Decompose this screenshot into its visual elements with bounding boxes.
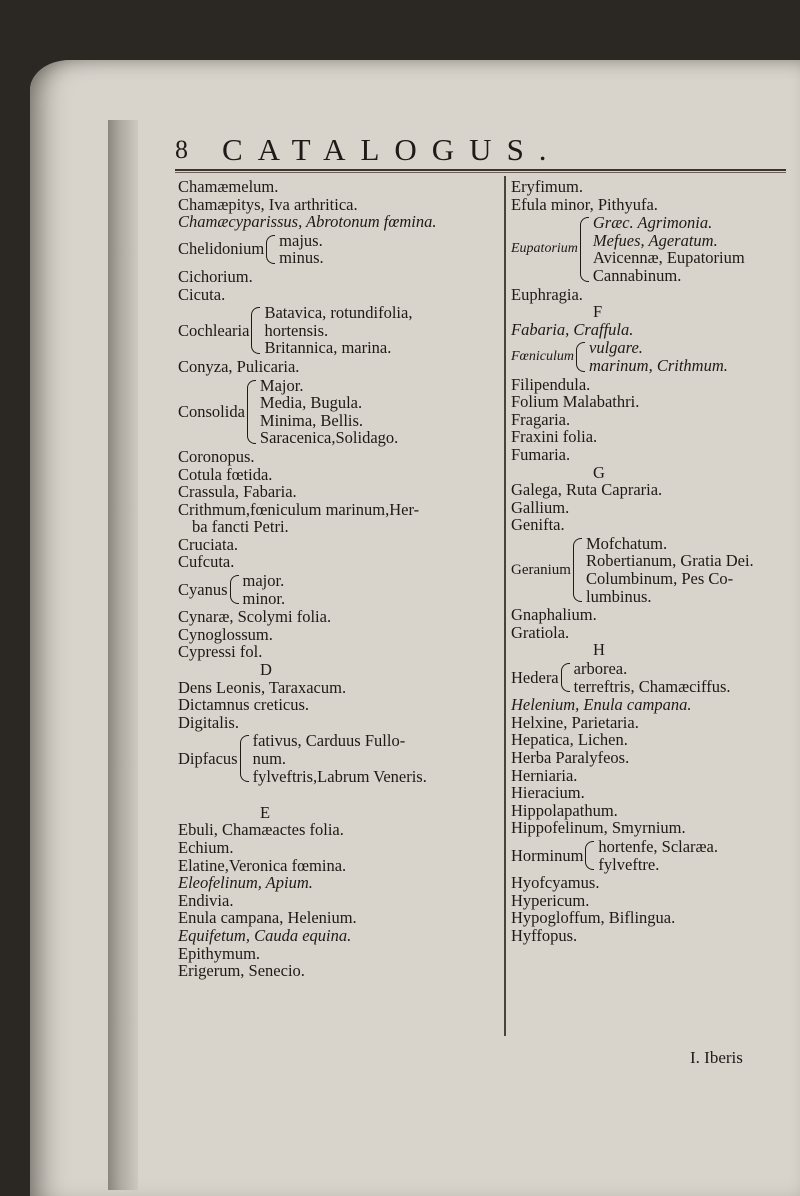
- entry: Erigerum, Senecio.: [178, 961, 305, 981]
- entry: vulgare.: [589, 338, 643, 358]
- entry: Ebuli, Chamæactes folia.: [178, 820, 344, 840]
- group-key: Consolida: [178, 401, 245, 421]
- entry: Galega, Ruta Capraria.: [511, 480, 663, 500]
- right-column: [511, 178, 791, 945]
- entry: majus.: [279, 230, 323, 250]
- entry: Fabaria, Craffula.: [511, 319, 634, 339]
- entry: Hyffopus.: [511, 925, 578, 945]
- entry: fylveftris,Labrum Veneris.: [252, 766, 427, 786]
- entry: Cotula fœtida.: [178, 464, 273, 484]
- entry: Epithymum.: [178, 943, 261, 963]
- brace: [230, 575, 239, 604]
- entry: Fragaria.: [511, 409, 571, 429]
- group-key: Dipfacus: [178, 748, 238, 768]
- entry: Cufcuta.: [178, 552, 235, 572]
- left-column: [178, 178, 500, 980]
- entry: Dens Leonis, Taraxacum.: [178, 677, 347, 697]
- group-key: Eupatorium: [511, 241, 578, 257]
- entry: Echium.: [178, 837, 234, 857]
- brace: [573, 538, 582, 602]
- brace: [266, 235, 275, 264]
- bracket-group: [511, 214, 791, 284]
- entry: ba fancti Petri.: [192, 517, 289, 537]
- entry: Chamæcyparissus, Abrotonum fœmina.: [178, 212, 437, 232]
- entry: terreftris, Chamæciffus.: [573, 676, 731, 696]
- group-key: Fœniculum: [511, 348, 574, 364]
- entry: Minima, Bellis.: [259, 410, 364, 430]
- entry: Cynoglossum.: [178, 624, 273, 644]
- group-key: Cyanus: [178, 579, 228, 599]
- entry: Folium Malabathri.: [511, 392, 640, 412]
- entry: Hippofelinum, Smyrnium.: [511, 818, 686, 838]
- entry: Cypressi fol.: [178, 642, 263, 662]
- entry: Britannica, marina.: [264, 338, 392, 358]
- entry: Filipendula.: [511, 374, 591, 394]
- bracket-group: [178, 377, 500, 447]
- entry: fativus, Carduus Fullo-: [252, 731, 406, 751]
- entry: Fraxini folia.: [511, 427, 598, 447]
- entry: marinum, Crithmum.: [589, 355, 728, 375]
- entry: num.: [252, 749, 287, 768]
- entry: Enula campana, Helenium.: [178, 908, 357, 928]
- entry: Cicuta.: [178, 284, 226, 304]
- bracket-group: [511, 339, 791, 374]
- brace: [561, 663, 570, 692]
- brace: [247, 380, 256, 444]
- section-letter: H: [593, 640, 605, 660]
- entry: Coronopus.: [178, 446, 255, 466]
- entry: Chamæpitys, Iva arthritica.: [178, 194, 358, 214]
- entry: Media, Bugula.: [259, 393, 363, 413]
- brace: [240, 735, 249, 782]
- entry: minus.: [279, 248, 324, 268]
- entry: Cruciata.: [178, 534, 239, 554]
- section-letter: E: [260, 802, 271, 822]
- entry: Elatine,Veronica fœmina.: [178, 855, 347, 875]
- entry: Helxine, Parietaria.: [511, 712, 639, 732]
- entry: Cynaræ, Scolymi folia.: [178, 607, 332, 627]
- page-number: 8: [175, 135, 188, 164]
- entry: Hieracium.: [511, 783, 585, 803]
- entry: Cannabinum.: [592, 265, 682, 285]
- section-letter: F: [593, 302, 603, 322]
- entry: Mefues, Ageratum.: [592, 230, 718, 250]
- entry: Fumaria.: [511, 444, 571, 464]
- entry: Endivia.: [178, 890, 234, 910]
- entry: Eleofelinum, Apium.: [178, 873, 313, 893]
- group-key: Horminum: [511, 845, 584, 865]
- group-key: Cochlearia: [178, 320, 250, 340]
- group-key: Hedera: [511, 667, 559, 687]
- entry: Herniaria.: [511, 765, 578, 785]
- entry: Mofchatum.: [585, 533, 668, 553]
- entry: Gnaphalium.: [511, 605, 597, 625]
- group-key: Chelidonium: [178, 239, 265, 259]
- entry: hortenfe, Sclaræa.: [598, 836, 718, 856]
- entry: Cichorium.: [178, 266, 253, 286]
- entry: Avicennæ, Eupatorium: [592, 248, 745, 268]
- bracket-group: [178, 732, 500, 785]
- entry: Hyofcyamus.: [511, 873, 600, 893]
- entry: minor.: [242, 588, 286, 608]
- bracket-group: [511, 535, 791, 605]
- brace: [576, 342, 585, 371]
- entry: Digitalis.: [178, 712, 239, 732]
- bracket-group: [178, 572, 500, 607]
- entry: Græc. Agrimonia.: [592, 213, 713, 233]
- header-rule: [175, 169, 786, 171]
- section-letter: G: [593, 462, 605, 482]
- entry: Euphragia.: [511, 284, 583, 304]
- entry: Chamæmelum.: [178, 177, 279, 196]
- entry: Equifetum, Cauda equina.: [178, 925, 352, 945]
- header-rule-thin: [175, 172, 786, 173]
- entry: Hypericum.: [511, 890, 590, 910]
- entry: Gratiola.: [511, 622, 570, 642]
- bracket-group: [178, 232, 500, 267]
- entry: Saracenica,Solidago.: [259, 428, 399, 448]
- entry: Major.: [259, 375, 304, 395]
- entry: Efula minor, Pithyufa.: [511, 194, 658, 214]
- entry: Genifta.: [511, 515, 565, 535]
- entry: fylveftre.: [598, 854, 660, 874]
- entry: Hepatica, Lichen.: [511, 730, 628, 750]
- brace: [585, 841, 594, 870]
- book-gutter: [108, 120, 138, 1190]
- entry: Crassula, Fabaria.: [178, 482, 297, 502]
- brace: [251, 307, 260, 354]
- column-divider: [504, 176, 506, 1036]
- bracket-group: [511, 660, 791, 695]
- entry: Hypogloffum, Biflingua.: [511, 908, 676, 928]
- entry: hortensis.: [264, 320, 329, 340]
- entry: Helenium, Enula campana.: [511, 695, 692, 715]
- section-letter: D: [260, 660, 272, 680]
- group-key: Geranium: [511, 561, 571, 578]
- entry: major.: [242, 571, 285, 591]
- brace: [580, 217, 589, 281]
- catchword: I. Iberis: [690, 1048, 743, 1067]
- page-title: CATALOGUS.: [222, 132, 562, 167]
- entry: arborea.: [573, 659, 628, 679]
- entry: Dictamnus creticus.: [178, 695, 310, 715]
- entry: Eryfimum.: [511, 177, 583, 196]
- bracket-group: [178, 304, 500, 357]
- entry: Gallium.: [511, 497, 570, 517]
- entry: Batavica, rotundifolia,: [264, 303, 413, 323]
- entry: Crithmum,fœniculum marinum,Her-: [178, 499, 420, 519]
- entry: Columbinum, Pes Co-: [585, 569, 734, 589]
- entry: Conyza, Pulicaria.: [178, 356, 300, 376]
- entry: Robertianum, Gratia Dei.: [585, 551, 754, 571]
- bracket-group: [511, 838, 791, 873]
- entry: Herba Paralyfeos.: [511, 748, 630, 767]
- entry: Hippolapathum.: [511, 800, 618, 820]
- entry: lumbinus.: [585, 586, 652, 606]
